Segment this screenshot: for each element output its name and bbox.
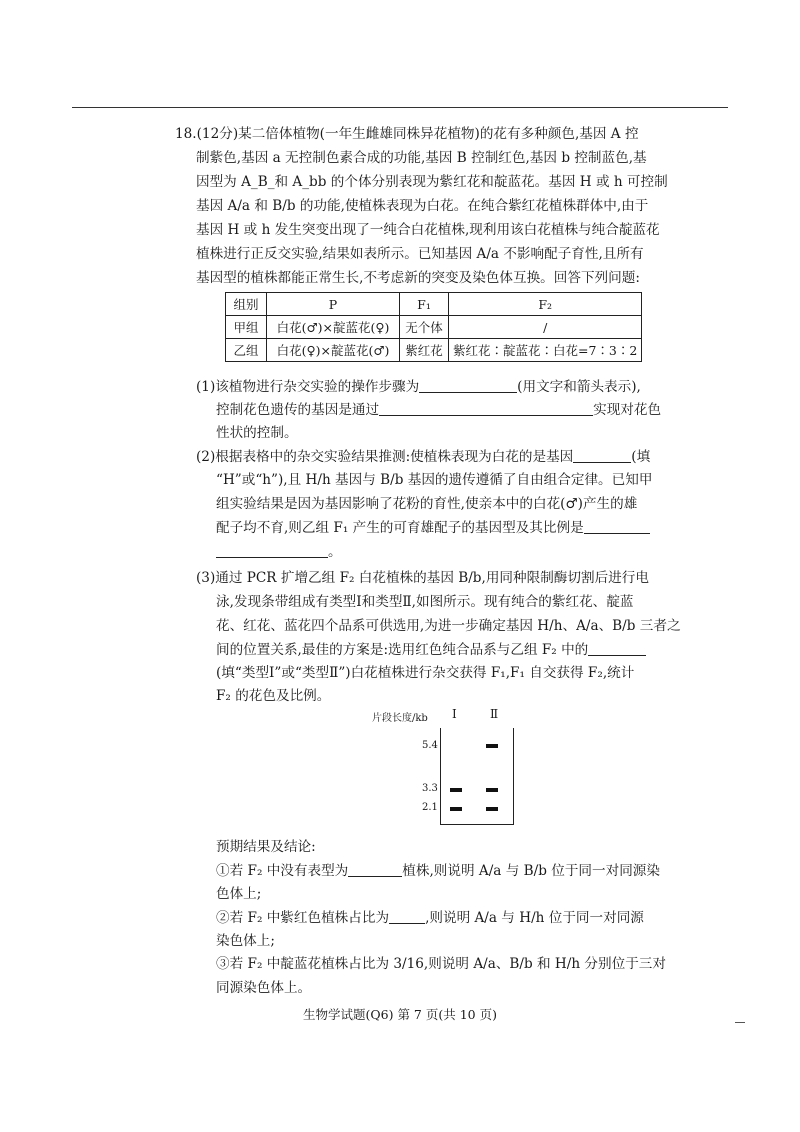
sub3-line-4 (216, 643, 646, 658)
answer-blank[interactable] (588, 643, 646, 656)
answer-blank[interactable] (379, 403, 593, 416)
conclusion-1 (216, 864, 660, 879)
table-cell: 紫红花 (400, 339, 449, 362)
stem-line: 因型为 A_B_和 A_bb 的个体分别表现为紫红花和靛蓝花。基因 H 或 h 可控制 (196, 174, 668, 190)
conclusion-text: ②若 F₂ 中紫红色植株占比为 (216, 910, 390, 926)
sub3-line-3: 花、红花、蓝花四个品系可供选用,为进一步确定基因 H/h、A/a、B/b 三者之 (216, 618, 681, 634)
lane-label-1: Ⅰ (452, 707, 457, 721)
sub2-line-2: “H”或“h”),且 H/h 基因与 B/b 基因的遗传遵循了自由组合定律。已知甲 (216, 472, 653, 488)
stem-line: 18.(12分)某二倍体植物(一年生雌雄同株异花植物)的花有多种颜色,基因 A 控 (175, 126, 639, 142)
sub2-text: 配子均不育,则乙组 F₁ 产生的可育雄配子的基因型及其比例是 (216, 520, 584, 536)
stem-line: 基因 A/a 和 B/b 的功能,使植株表现为白花。在纯合紫红花植株群体中,由于 (196, 198, 649, 214)
conclusion-1-cont: 色体上; (216, 886, 262, 902)
table-cell: 紫红花∶靛蓝花∶白花=7∶3∶2 (449, 339, 642, 362)
answer-blank[interactable] (348, 864, 402, 877)
table-header-cell: F₁ (400, 293, 449, 316)
conclusion-3-cont: 同源染色体上。 (216, 980, 312, 996)
sub1-line-3: 性状的控制。 (216, 425, 298, 441)
sub2-line-1 (196, 450, 650, 465)
sub1-text: 控制花色遗传的基因是通过 (216, 402, 380, 418)
size-label: 2.1 (422, 802, 438, 813)
stem-line: 植株进行正反交实验,结果如表所示。已知基因 A/a 不影响配子育性,且所有 (196, 246, 644, 262)
corner-mark (735, 1022, 745, 1023)
table-cell: 白花(♂)×靛蓝花(♀) (267, 316, 400, 339)
table-header-cell: F₂ (449, 293, 642, 316)
sub3-line-2: 泳,发现条带组成有类型Ⅰ和类型Ⅱ,如图所示。现有纯合的紫红花、靛蓝 (216, 594, 634, 610)
answer-blank[interactable] (573, 450, 631, 463)
gel-band-lane2-2.1kb (486, 807, 498, 811)
answer-blank[interactable] (389, 911, 425, 924)
stem-line: 基因型的植株都能正常生长,不考虑新的突变及染色体互换。回答下列问题: (196, 270, 640, 286)
sub3-line-6: F₂ 的花色及比例。 (216, 688, 331, 704)
sub2-line-3: 组实验结果是因为基因影响了花粉的育性,使亲本中的白花(♂)产生的雄 (216, 496, 638, 512)
table-row (226, 316, 642, 339)
sub1-line-1 (196, 380, 641, 395)
conclusion-2-cont: 染色体上; (216, 933, 275, 949)
table-cell: 乙组 (226, 339, 267, 362)
table-cell: 白花(♀)×靛蓝花(♂) (267, 339, 400, 362)
conclusion-3: ③若 F₂ 中靛蓝花植株占比为 3/16,则说明 A/a、B/b 和 H/h 分别位于三对 (216, 956, 666, 972)
sub3-text: 间的位置关系,最佳的方案是:选用红色纯合品系与乙组 F₂ 中的 (216, 642, 589, 658)
conclusion-text: ,则说明 A/a 与 H/h 位于同一对同源 (425, 910, 644, 926)
size-label: 5.4 (422, 740, 438, 751)
stem-line: 基因 H 或 h 发生突变出现了一纯合白花植株,现利用该白花植株与纯合靛蓝花 (196, 222, 660, 238)
sub1-text: (1)该植物进行杂交实验的操作步骤为 (196, 379, 420, 395)
gel-band-lane1-3.3kb (450, 788, 462, 792)
sub1-text: 实现对花色 (593, 402, 662, 418)
gel-ylabel: 片段长度/kb (372, 713, 428, 724)
sub1-line-2 (216, 403, 661, 418)
size-label: 3.3 (422, 783, 438, 794)
results-table (225, 292, 642, 362)
table-row (226, 339, 642, 362)
page-footer: 生物学试题(Q6) 第 7 页(共 10 页) (303, 1007, 497, 1022)
table-header-row (226, 293, 642, 316)
table-header-cell: 组别 (226, 293, 267, 316)
conclusion-text: 植株,则说明 A/a 与 B/b 位于同一对同源染 (402, 863, 660, 879)
conclusion-2 (216, 911, 644, 926)
sub3-line-1: (3)通过 PCR 扩增乙组 F₂ 白花植株的基因 B/b,用同种限制酶切割后进行电 (196, 570, 649, 586)
sub2-text: (填 (631, 449, 651, 465)
sub2-text: 。 (328, 544, 342, 560)
table-cell: / (449, 316, 642, 339)
gel-band-lane1-2.1kb (450, 807, 462, 811)
answer-blank[interactable] (584, 521, 650, 534)
sub3-line-5: (填“类型Ⅰ”或“类型Ⅱ”)白花植株进行杂交获得 F₁,F₁ 自交获得 F₂,统计 (216, 665, 635, 681)
sub1-text: (用文字和箭头表示), (517, 379, 641, 395)
sub2-line-4 (216, 521, 650, 536)
gel-band-lane2-5.4kb (486, 744, 498, 748)
lane-label-2: Ⅱ (490, 707, 499, 721)
sub2-text: (2)根据表格中的杂交实验结果推测:使植株表现为白花的是基因 (196, 449, 574, 465)
conclusions-heading: 预期结果及结论: (216, 839, 316, 855)
header-rule (72, 107, 728, 108)
table-header-cell: P (267, 293, 400, 316)
answer-blank[interactable] (419, 380, 517, 393)
table-cell: 甲组 (226, 316, 267, 339)
conclusion-text: ①若 F₂ 中没有表型为 (216, 863, 349, 879)
gel-band-lane2-3.3kb (486, 788, 498, 792)
stem-line: 制紫色,基因 a 无控制色素合成的功能,基因 B 控制红色,基因 b 控制蓝色,基 (196, 150, 647, 166)
answer-blank[interactable] (216, 545, 328, 558)
sub2-line-5 (216, 545, 342, 560)
table-cell: 无个体 (400, 316, 449, 339)
